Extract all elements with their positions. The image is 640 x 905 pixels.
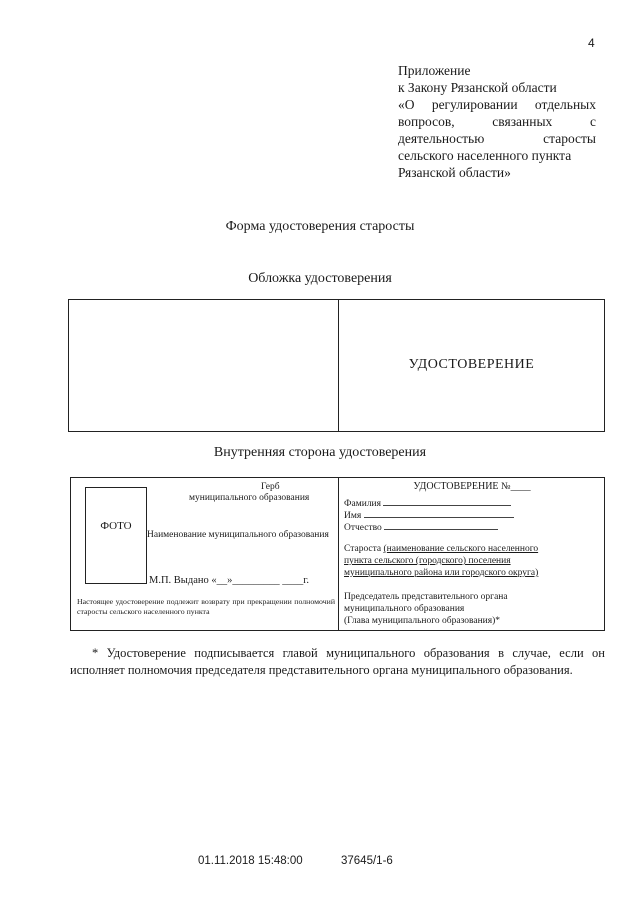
inner-frame bbox=[70, 477, 605, 631]
appendix-line: Приложение bbox=[398, 63, 471, 78]
photo-box bbox=[85, 487, 147, 584]
appendix-line: «О регулировании отдельных bbox=[398, 97, 596, 112]
chairman-line-2: муниципального образования bbox=[344, 604, 465, 614]
appendix-line: вопросов, связанных с bbox=[398, 114, 596, 129]
patronymic-row bbox=[344, 520, 498, 533]
inner-divider bbox=[338, 478, 339, 630]
stamp-number: 37645/1-6 bbox=[341, 855, 393, 867]
starosta-placeholder: (наименование сельского населенного bbox=[383, 544, 539, 554]
starosta-placeholder-2: пункта сельского (городского) поселения bbox=[344, 556, 511, 566]
name-blank bbox=[364, 508, 514, 518]
appendix-line: к Закону Рязанской области bbox=[398, 80, 557, 95]
issued-line: М.П. Выдано «__»_________ ____г. bbox=[149, 575, 309, 586]
page-number: 4 bbox=[588, 36, 595, 50]
inner-section-title: Внутренняя сторона удостоверения bbox=[213, 445, 427, 460]
starosta-row bbox=[344, 544, 538, 554]
municipality-label: муниципального образования bbox=[189, 493, 310, 503]
certificate-header: УДОСТОВЕРЕНИЕ №____ bbox=[413, 481, 531, 492]
cover-frame bbox=[68, 299, 605, 432]
stamp-datetime: 01.11.2018 15:48:00 bbox=[198, 855, 303, 867]
cover-label: УДОСТОВЕРЕНИЕ bbox=[408, 357, 535, 372]
chairman-line-3: (Глава муниципального образования)* bbox=[344, 616, 501, 626]
appendix-block bbox=[398, 62, 596, 181]
patronymic-label: Отчество bbox=[344, 523, 382, 533]
name-label: Имя bbox=[344, 511, 362, 521]
appendix-line: сельского населенного пункта bbox=[398, 148, 572, 163]
surname-label: Фамилия bbox=[344, 499, 382, 509]
surname-blank bbox=[383, 496, 511, 506]
patronymic-blank bbox=[384, 520, 498, 530]
cover-section-title: Обложка удостоверения bbox=[248, 271, 392, 286]
photo-label: ФОТО bbox=[100, 520, 132, 532]
starosta-label: Староста bbox=[344, 544, 382, 554]
appendix-line: деятельностью старосты bbox=[398, 131, 596, 146]
starosta-placeholder-3: муниципального района или городского округа) bbox=[344, 568, 539, 578]
chairman-line-1: Председатель представительного органа bbox=[344, 592, 508, 602]
municipality-name-label: Наименование муниципального образования bbox=[147, 530, 329, 540]
footnote: * Удостоверение подписывается главой муниципального образования в случае, если он исполняет полномочия председателя представительного органа муниципального образования. bbox=[70, 646, 605, 677]
form-title: Форма удостоверения старосты bbox=[225, 219, 415, 234]
gerb-label: Герб bbox=[261, 482, 280, 492]
appendix-line: Рязанской области» bbox=[398, 165, 511, 180]
return-notice: Настоящее удостоверение подлежит возврату при прекращении полномочий старосты сельского населенного пункта bbox=[77, 597, 335, 616]
